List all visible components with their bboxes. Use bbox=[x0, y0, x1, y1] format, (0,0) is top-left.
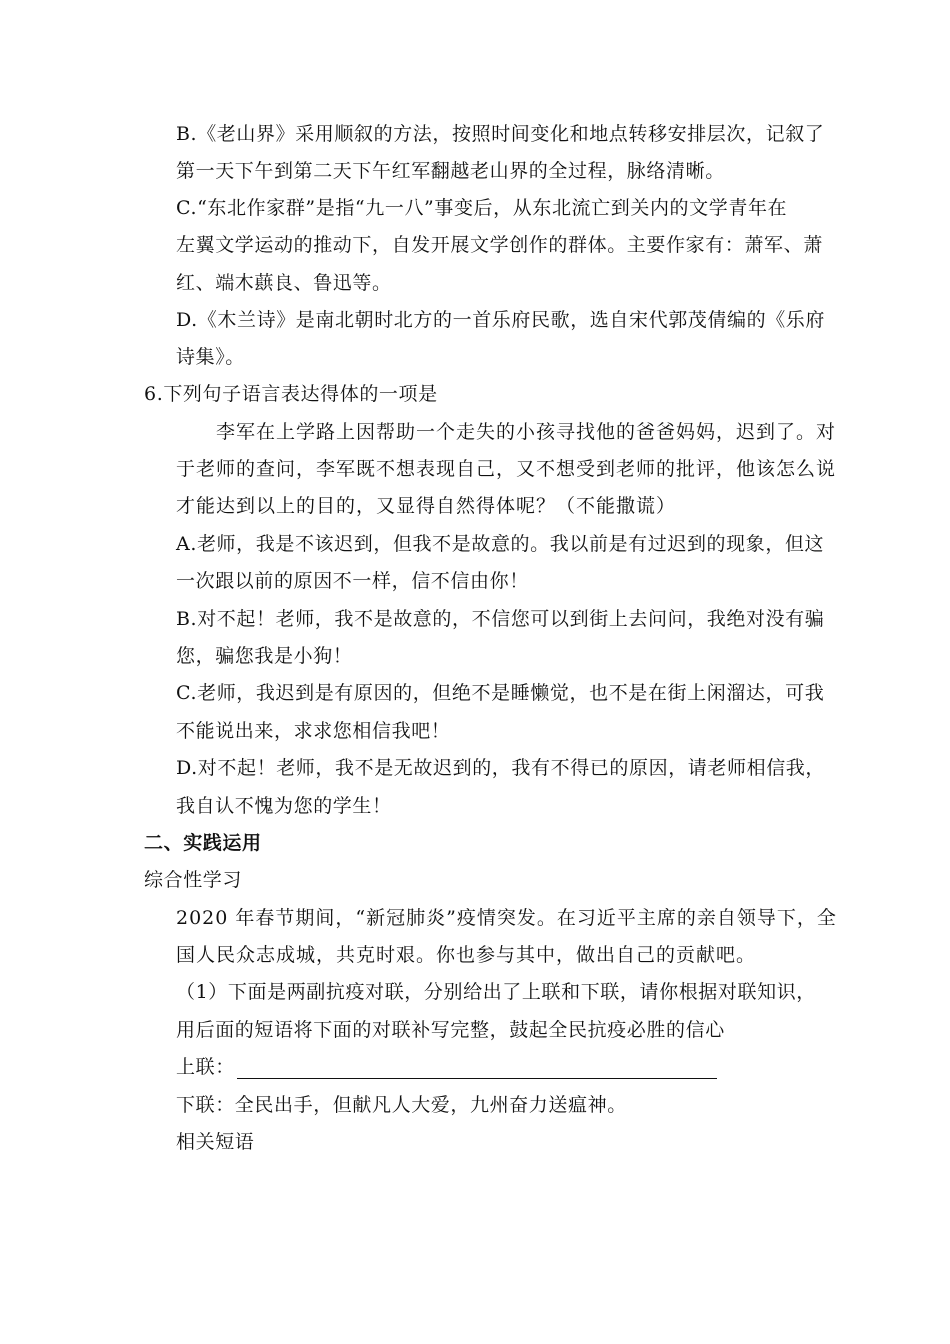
q6-option-d-line-1: D.对不起！老师，我不是无故迟到的，我有不得已的原因，请老师相信我， bbox=[176, 757, 825, 779]
related-phrases-label: 相关短语 bbox=[176, 1131, 255, 1153]
q5-option-b-line-1: B.《老山界》采用顺叙的方法，按照时间变化和地点转移安排层次，记叙了 bbox=[176, 123, 825, 145]
task1-line-1: （1）下面是两副抗疫对联，分别给出了上联和下联，请你根据对联知识， bbox=[176, 981, 816, 1003]
q5-option-b-line-2: 第一天下午到第二天下午红军翻越老山界的全过程，脉络清晰。 bbox=[176, 160, 725, 182]
q6-passage-line-1: 李军在上学路上因帮助一个走失的小孩寻找他的爸爸妈妈，迟到了。对 bbox=[216, 421, 837, 443]
q6-option-b-line-1: B.对不起！老师，我不是故意的，不信您可以到街上去问问，我绝对没有骗 bbox=[176, 608, 825, 630]
q6-option-a-line-2: 一次跟以前的原因不一样，信不信由你！ bbox=[176, 570, 529, 592]
q6-stem: 6.下列句子语言表达得体的一项是 bbox=[144, 383, 438, 405]
q6-option-b-line-2: 您，骗您我是小狗！ bbox=[176, 645, 353, 667]
intro-line-1: 2020 年春节期间，“新冠肺炎”疫情突发。在习近平主席的亲自领导下，全 bbox=[176, 907, 837, 929]
q6-passage-line-3: 才能达到以上的目的，又显得自然得体呢？（不能撒谎） bbox=[176, 495, 677, 517]
upper-couplet-row bbox=[176, 1055, 717, 1079]
q6-option-c-line-1: C.老师，我迟到是有原因的，但绝不是睡懒觉，也不是在街上闲溜达，可我 bbox=[176, 682, 825, 704]
task1-line-2: 用后面的短语将下面的对联补写完整，鼓起全民抗疫必胜的信心 bbox=[176, 1019, 725, 1041]
q5-option-d-line-2: 诗集》。 bbox=[176, 346, 245, 368]
section-heading: 二、实践运用 bbox=[144, 832, 262, 854]
q5-option-c-line-1: C.“东北作家群”是指“九一八”事变后，从东北流亡到关内的文学青年在 bbox=[176, 197, 788, 219]
q5-option-c-line-3: 红、端木蕻良、鲁迅等。 bbox=[176, 272, 392, 294]
section-subheading: 综合性学习 bbox=[144, 869, 243, 891]
q5-option-d-line-1: D.《木兰诗》是南北朝时北方的一首乐府民歌，选自宋代郭茂倩编的《乐府 bbox=[176, 309, 825, 331]
q5-option-c-line-2: 左翼文学运动的推动下，自发开展文学创作的群体。主要作家有：萧军、萧 bbox=[176, 234, 823, 256]
q6-option-d-line-2: 我自认不愧为您的学生！ bbox=[176, 795, 392, 817]
upper-couplet-label: 上联： bbox=[176, 1056, 235, 1078]
q6-option-c-line-2: 不能说出来，求求您相信我吧！ bbox=[176, 720, 451, 742]
lower-couplet: 下联：全民出手，但献凡人大爱，九州奋力送瘟神。 bbox=[176, 1094, 627, 1116]
q6-option-a-line-1: A.老师，我是不该迟到，但我不是故意的。我以前是有过迟到的现象，但这 bbox=[176, 533, 825, 555]
q6-passage-line-2: 于老师的查问，李军既不想表现自己，又不想受到老师的批评，他该怎么说 bbox=[176, 458, 837, 480]
upper-couplet-blank[interactable] bbox=[237, 1056, 717, 1079]
intro-line-2: 国人民众志成城，共克时艰。你也参与其中，做出自己的贡献吧。 bbox=[176, 944, 757, 966]
